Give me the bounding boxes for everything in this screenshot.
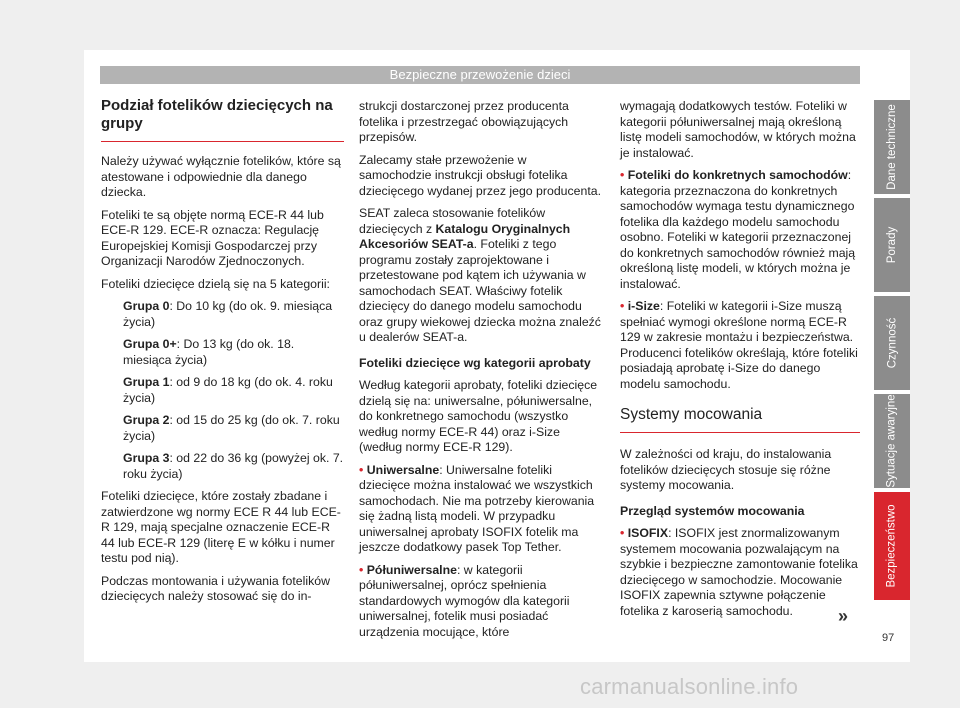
tab-technical-data[interactable]: Dane techniczne [874, 100, 910, 194]
tab-emergencies[interactable]: Sytuacje awaryjne [874, 394, 910, 488]
bullet-item: • i-Size: Foteliki w kategorii i-Size muszą spełniać wymogi określone normą ECE-R 129 w zakresie montażu i bezpieczeństwa. Producenci fotelików określają, które foteliki posiadają aprobatę i-Size do danego modelu samochodu. [620, 299, 858, 391]
paragraph: Podczas montowania i używania fotelików dziecięcych należy stosować się do in- [101, 573, 330, 603]
column-2 [359, 99, 602, 647]
catalog-name: Katalogu Oryginalnych Akcesoriów SEAT-a [359, 221, 571, 251]
bullet-icon: • [359, 462, 364, 477]
paragraph: SEAT zaleca stosowanie fotelików dziecięcych z Katalogu Oryginalnych Akcesoriów SEAT-a. Foteliki z tego programu zostały zaprojektowane i przetestowane pod kątem ich używania w samochodach SEAT. Właściwy fotelik dziecięcy do danego modelu samochodu oraz grupy wiekowej dziecka można znaleźć u dealerów SEAT-a. [359, 206, 601, 344]
subheading-approval: Foteliki dziecięce wg kategorii aprobaty [359, 355, 591, 370]
group-name: Grupa 3 [123, 451, 170, 465]
column-3 [620, 99, 860, 626]
bullet-icon: • [620, 168, 625, 182]
column-1 [101, 97, 344, 612]
section-title-mounting: Systemy mocowania [620, 400, 860, 433]
paragraph: Foteliki dziecięce, które zostały zbadane i zatwierdzone wg normy ECE R 44 lub ECE-R 129, mają specjalne oznaczenie ECE-R 44 lub ECE-R 129 (literę E w kółku i numer testu pod nią). [101, 489, 341, 565]
group-desc: : Do 10 kg (do ok. 9. miesiąca życia) [123, 299, 333, 329]
paragraph: Zalecamy stałe przewożenie w samochodzie instrukcji obsługi fotelika dziecięcego wydanej przez jego producenta. [359, 152, 601, 198]
bullet-item: • Uniwersalne: Uniwersalne foteliki dziecięce można instalować we wszystkich samochodach. Nie ma potrzeby kierowania się żadną listą modeli. W przypadku uniwersalnej aprobaty ISOFIX fotelik ma jeszcze dodatkowy pasek Top Tether. [359, 462, 595, 554]
group-item [101, 375, 344, 406]
page-number: 97 [882, 632, 895, 644]
group-desc: : od 22 do 36 kg (powyżej ok. 7. roku życia) [123, 451, 344, 481]
tab-operation[interactable]: Czynność [874, 296, 910, 390]
tab-safety[interactable]: Bezpieczeństwo [874, 492, 910, 600]
subheading-overview: Przegląd systemów mocowania [620, 503, 805, 518]
watermark: carmanualsonline.info [580, 674, 799, 699]
paragraph: Foteliki te są objęte normą ECE-R 44 lub ECE-R 129. ECE-R oznacza: Regulację Europejskiej Komisji Gospodarczej przy Organizacji Narodów Zjednoczonych. [101, 207, 324, 268]
continue-arrow-icon: » [838, 606, 849, 626]
group-item [101, 337, 344, 368]
bullet-item: • ISOFIX: ISOFIX jest znormalizowanym systemem mocowania pozwalającym na szybkie i bezpieczne zamontowanie fotelika dziecięcego w samochodzie. Mocowanie ISOFIX zapewnia sztywne połączenie fotelika z karoserią samochodu. [620, 526, 858, 618]
bullet-item: • Foteliki do konkretnych samochodów: kategoria przeznaczona do konkretnych samochodów wymaga testu dynamicznego fotelika dla każdego modelu samochodu osobno. Foteliki w kategorii przeznaczonej do konkretnych samochodów również mają określoną listę modeli, w których można je instalować. [620, 168, 856, 291]
group-name: Grupa 0+ [123, 337, 177, 351]
paragraph: wymagają dodatkowych testów. Foteliki w kategorii półuniwersalnej mają określoną listę modeli samochodów, w których można je instalować. [620, 99, 856, 160]
group-desc: : od 15 do 25 kg (do ok. 7. roku życia) [123, 413, 340, 443]
paragraph: Należy używać wyłącznie fotelików, które są atestowane i odpowiednie dla danego dziecka. [101, 154, 341, 199]
paragraph: Foteliki dziecięce dzielą się na 5 kategorii: [101, 276, 330, 291]
group-name: Grupa 0 [123, 299, 170, 313]
bullet-item: • Półuniwersalne: w kategorii półuniwersalnej, oprócz spełnienia standardowych wymogów dla kategorii uniwersalnej, fotelik musi posiadać urządzenia mocujące, które [359, 562, 570, 639]
paragraph: W zależności od kraju, do instalowania fotelików dziecięcych stosuje się różne systemy mocowania. [620, 447, 832, 492]
group-item [101, 413, 344, 444]
bullet-icon: • [359, 562, 364, 577]
group-name: Grupa 1 [123, 375, 170, 389]
group-desc: : Do 13 kg (do ok. 18. miesiąca życia) [123, 337, 295, 367]
page-header: Bezpieczne przewożenie dzieci [100, 66, 860, 84]
group-desc: : od 9 do 18 kg (do ok. 4. roku życia) [123, 375, 333, 405]
tab-tips[interactable]: Porady [874, 198, 910, 292]
section-title-groups: Podział fotelików dziecięcych na grupy [101, 97, 344, 142]
group-name: Grupa 2 [123, 413, 170, 427]
bullet-icon: • [620, 299, 625, 313]
paragraph: strukcji dostarczonej przez producenta fotelika i przestrzegać obowiązujących przepisów. [359, 99, 569, 144]
paragraph: Według kategorii aprobaty, foteliki dziecięce dzielą się na: uniwersalne, półuniwersalne, do konkretnego samochodu (wszystko według normy ECE-R 44) oraz i-Size (według normy ECE-R 129). [359, 378, 598, 454]
group-item [101, 451, 344, 482]
group-item [101, 299, 344, 330]
bullet-icon: • [620, 526, 625, 540]
